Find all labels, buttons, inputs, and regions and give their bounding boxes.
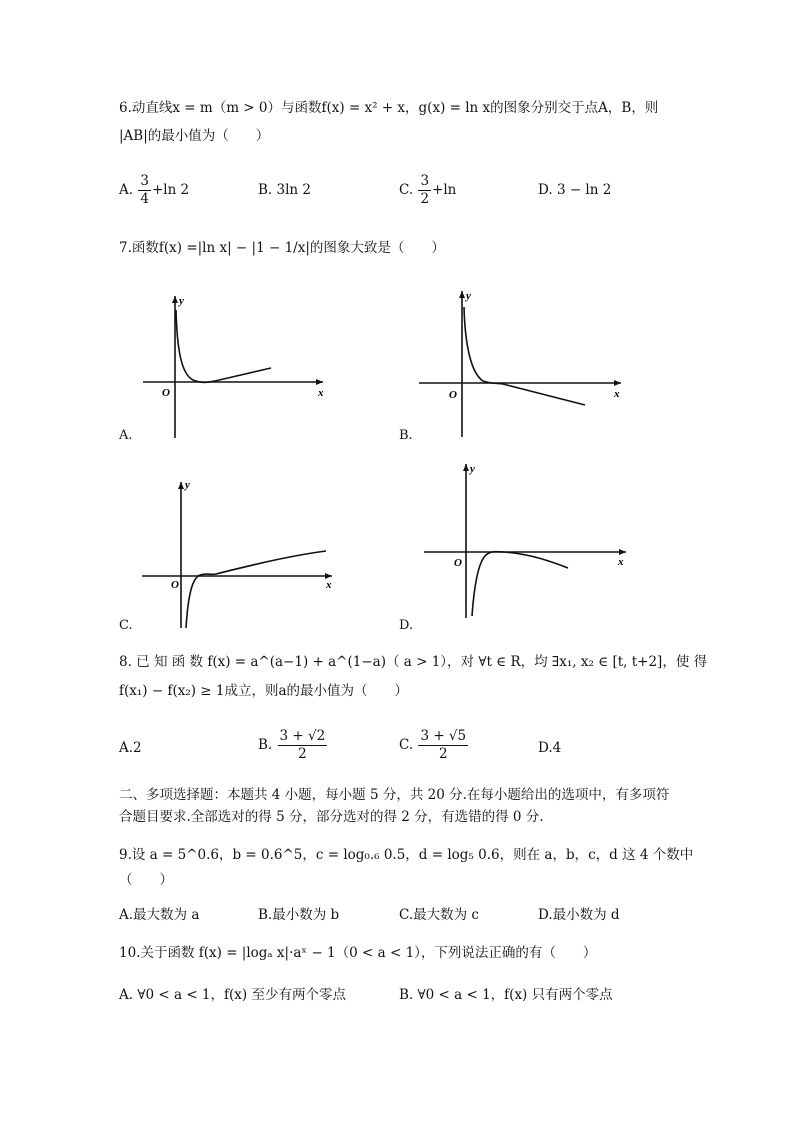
q6-option-d: D. 3 − ln 2: [538, 182, 612, 198]
q9-option-b: B.最小数为 b: [258, 907, 340, 923]
q10-option-a: A. ∀0 < a < 1，f(x) 至少有两个零点: [119, 987, 346, 1003]
q7-b-x-label: x: [614, 388, 620, 400]
section2-line2: 合题目要求.全部选对的得 5 分，部分选对的得 2 分，有选错的得 0 分.: [119, 809, 544, 825]
q7-d-origin: O: [454, 557, 462, 569]
q9-option-a: A.最大数为 a: [119, 907, 200, 923]
q7-b-origin: O: [449, 389, 457, 401]
q7-graph-b: [415, 285, 630, 443]
q9-option-d: D.最小数为 d: [538, 907, 620, 923]
q7-stem: 7.函数f(x) =|ln x| − |1 − 1/x|的图象大致是（ ）: [119, 240, 445, 256]
q7-c-y-label: y: [185, 479, 190, 491]
q8-stem-line1: 8. 已 知 函 数 f(x) = a^(a−1) + a^(1−a)（ a > 1），对 ∀t ∈ R，均 ∃x₁, x₂ ∈ [t, t+2]，使 得: [119, 654, 708, 670]
q7-d-y-label: y: [470, 463, 475, 475]
q7-a-x-label: x: [318, 387, 324, 399]
q8-option-b: B. $\frac{3 + √2}{2}$: [258, 728, 326, 762]
q7-a-origin: O: [162, 387, 170, 399]
q10-option-b: B. ∀0 < a < 1，f(x) 只有两个零点: [399, 987, 613, 1003]
q9-option-c: C.最大数为 c: [399, 907, 479, 923]
section2-line1: 二、多项选择题：本题共 4 小题，每小题 5 分，共 20 分.在每小题给出的选项中，有多项符: [119, 787, 670, 803]
q8-option-c: C. $\frac{3 + √5}{2}$: [399, 728, 467, 762]
q7-d-x-label: x: [618, 556, 624, 568]
q7-b-y-label: y: [466, 290, 471, 302]
q7-label-d: D.: [399, 618, 414, 633]
q6-stem-line1: 6.动直线x = m（m > 0）与函数f(x) = x² + x，g(x) = ln x的图象分别交于点A，B，则: [119, 100, 659, 116]
q7-label-b: B.: [399, 428, 413, 443]
q7-a-y-label: y: [179, 295, 184, 307]
q6-stem-line2: |AB|的最小值为（ ）: [119, 128, 270, 144]
q6-option-b: B. 3ln 2: [258, 182, 311, 198]
q9-stem-line1: 9.设 a = 5^0.6，b = 0.6^5，c = log₀.₆ 0.5，d = log₅ 0.6，则在 a，b，c，d 这 4 个数中: [119, 847, 694, 863]
q7-graph-a: [135, 288, 335, 443]
q9-stem-line2: （ ）: [119, 872, 173, 888]
q7-label-c: C.: [119, 618, 133, 633]
q7-graph-c: [138, 476, 338, 632]
q6-option-c: C. $\frac{3}{2}$ +ln: [399, 173, 457, 207]
q8-option-d: D.4: [538, 740, 562, 756]
q7-c-origin: O: [171, 579, 179, 591]
q7-c-x-label: x: [326, 579, 332, 591]
q7-graph-d: [420, 458, 635, 628]
q6-option-a: A. $\frac{3}{4}$ +ln 2: [119, 173, 190, 207]
q8-option-a: A.2: [119, 740, 142, 756]
q10-stem: 10.关于函数 f(x) = |logₐ x|·aˣ − 1（0 < a < 1），下列说法正确的有（ ）: [119, 945, 597, 961]
q7-label-a: A.: [119, 428, 133, 443]
q8-stem-line2: f(x₁) − f(x₂) ≥ 1成立，则a的最小值为（ ）: [119, 683, 409, 699]
